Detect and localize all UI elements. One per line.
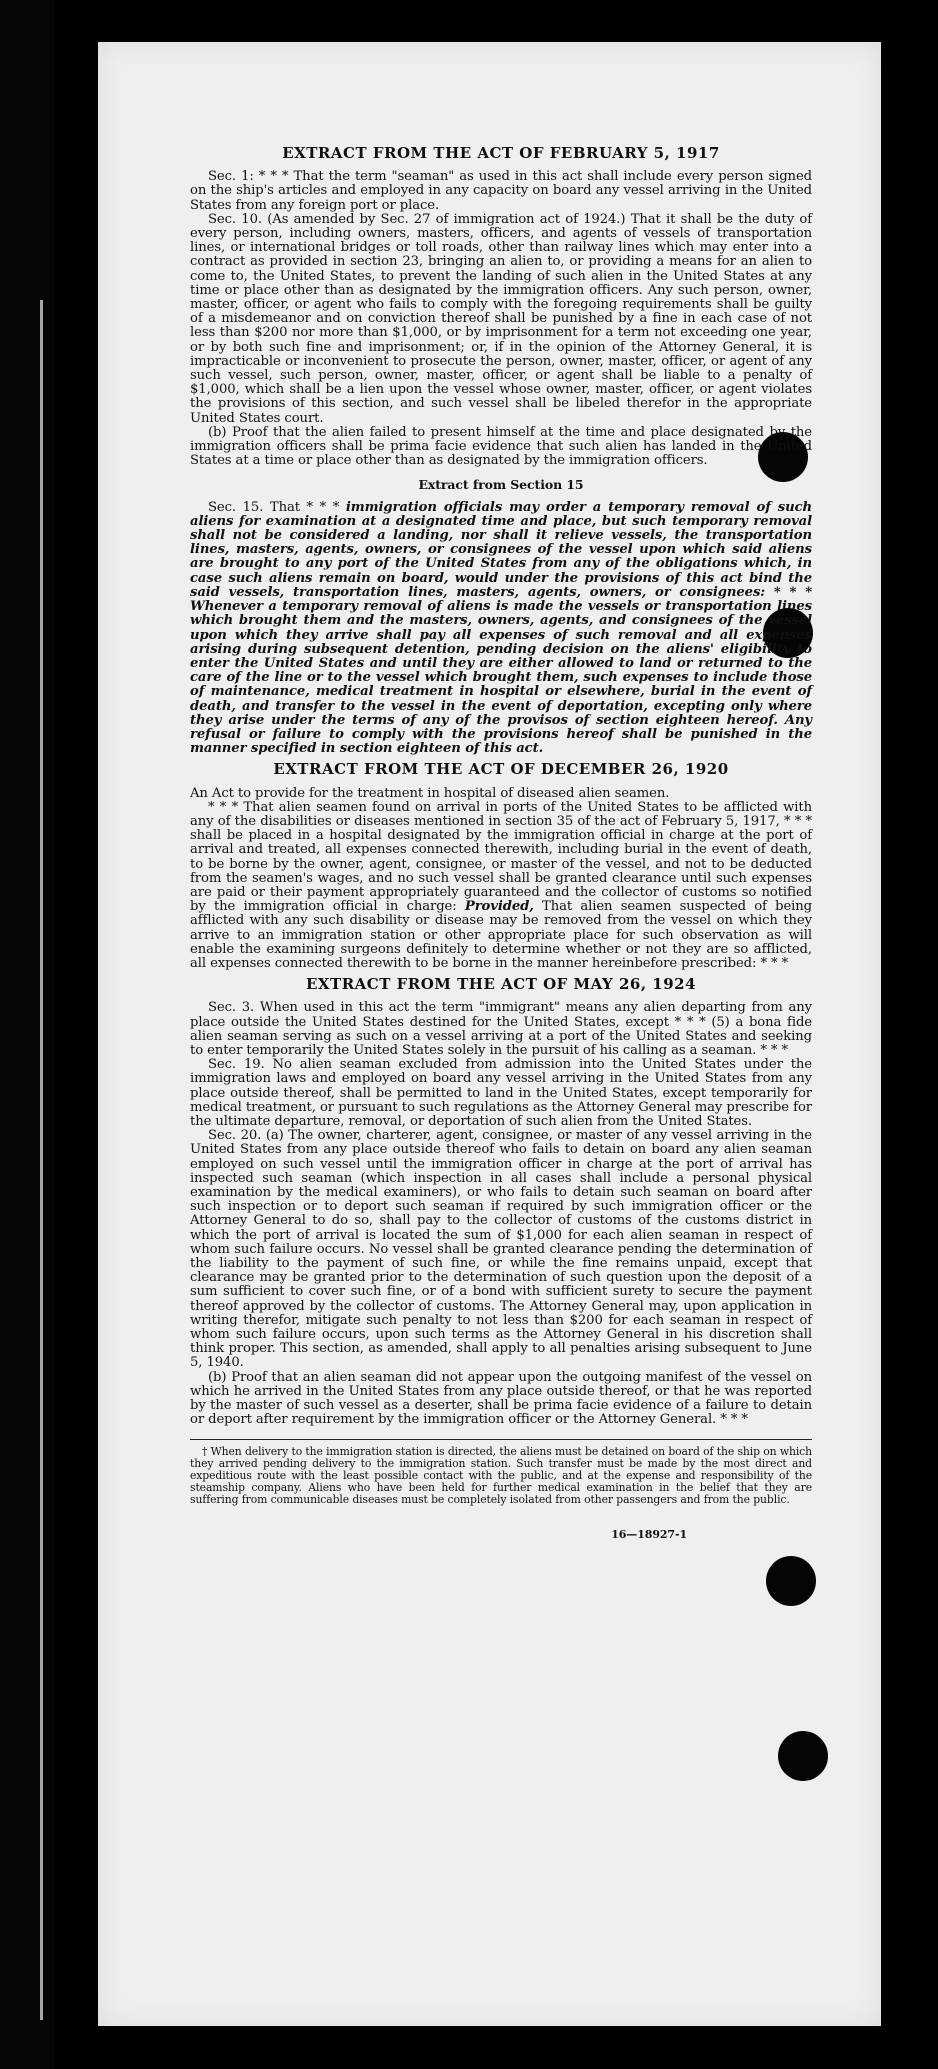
document-text	[190, 140, 812, 1543]
scan-edge	[0, 0, 55, 2069]
heading-act-1917: EXTRACT FROM THE ACT OF FEBRUARY 5, 1917	[282, 144, 720, 162]
punch-hole	[766, 1556, 816, 1606]
section-20-a: Sec. 20. (a) The owner, charterer, agent, consignee, or master of any vessel arriving in the United States from any place outside thereof who fails to detain on board any alien seaman employed on such vessel until the immigration officer in charge at the port of arrival has inspected such seaman (which inspection in all cases shall include a personal physical examination by the medical examiners), or who fails to detain such seaman on board after such inspection or to deport such seaman if required by such immigration officer or the Attorney General to do so, shall pay to the collector of customs of the customs district in which the port of arrival is located the sum of $1,000 for each alien seaman in respect of whom such failure occurs. No vessel shall be granted clearance pending the determination of the liability to the payment of such fine, or while the fine remains unpaid, except that clearance may be granted prior to the determination of such question upon the deposit of a sum sufficient to cover such fine, or of a bond with sufficient surety to secure the payment thereof approved by the collector of customs. The Attorney General may, upon application in writing therefor, mitigate such penalty to not less than $200 for each seaman in respect of whom such failure occurs, upon such terms as the Attorney General in his discretion shall think proper. This section, as amended, shall apply to all penalties arising subsequent to June 5, 1940.	[190, 1128, 812, 1371]
act-1920-text-a: * * * That alien seamen found on arrival in ports of the United States to be afflicted with any of the disabilities or diseases mentioned in section 35 of the act of February 5, 1917, * * * shall be placed in a hospital designated by the immigration official in charge at the port of arrival and treated, all expenses connected therewith, including burial in the event of death, to be borne by the owner, agent, consignee, or master of the vessel, and not to be deducted from the seamen's wages, and no such vessel shall be granted clearance until such expenses are paid or their payment appropriately guaranteed and the collector of customs so notified by the immigration official in charge:	[190, 799, 812, 915]
act-1920-title: An Act to provide for the treatment in hospital of diseased alien seamen.	[190, 785, 670, 801]
heading-section-15: Extract from Section 15	[418, 477, 584, 493]
section-1: Sec. 1: * * * That the term "seaman" as used in this act shall include every person signed on the ship's articles and employed in any capacity on board any vessel arriving in the United States from any foreign port or place.	[190, 169, 812, 213]
form-number: 16—18927-1	[611, 1528, 687, 1542]
scan-edge-line	[40, 300, 43, 2020]
heading-act-1920: EXTRACT FROM THE ACT OF DECEMBER 26, 1920	[273, 760, 729, 779]
act-1920-body	[190, 801, 812, 971]
section-19: Sec. 19. No alien seaman excluded from admission into the United States under the immigration laws and employed on board any vessel arriving in the United States from any place outside thereof, shall be permitted to land in the United States, except temporarily for medical treatment, or pursuant to such regulations as the Attorney General may prescribe for the ultimate departure, removal, or deportation of such alien from the United States.	[190, 1057, 812, 1129]
section-3: Sec. 3. When used in this act the term "immigrant" means any alien departing from any place outside the United States destined for the United States, except * * * (5) a bona fide alien seaman serving as such on a vessel arriving at a port of the United States and seeking to enter temporarily the United States solely in the pursuit of his calling as a seaman. * * *	[190, 1000, 812, 1058]
section-15-text: immigration officials may order a temporary removal of such aliens for examination at a designated time and place, but such temporary removal shall not be considered a landing, nor shall it relieve vessels, the transportation lines, masters, agents, owners, or consignees of the vessel upon which said aliens are brought to any port of the United States from any of the obligations which, in case such aliens remain on board, would under the provisions of this act bind the said vessels, transportation lines, masters, agents, owners, or consignees: * * * Whenever a temporary removal of aliens is made the vessels or transportation lines which brought them and the masters, owners, agents, and consignees of the vessel upon which they arrive shall pay all expenses of such removal and all expenses arising during subsequent detention, pending decision on the aliens' eligibility to enter the United States and until they are either allowed to land or returned to the care of the line or to the vessel which brought them, such expenses to include those of maintenance, medical treatment in hospital or elsewhere, burial in the event of death, and transfer to the vessel in the event of deportation, excepting only where they arise under the terms of any of the provisos of section eighteen hereof. Any refusal or failure to comply with the provisions hereof shall be punished in the manner specified in section eighteen of this act.	[190, 499, 813, 757]
section-15	[190, 501, 812, 757]
punch-hole	[778, 1731, 828, 1781]
act-1920-provided: Provided,	[464, 899, 534, 915]
section-10: Sec. 10. (As amended by Sec. 27 of immigration act of 1924.) That it shall be the duty of every person, including owners, masters, officers, and agents of vessels of transportation lines, or international bridges or toll roads, other than railway lines which may enter into a contract as provided in section 23, bringing an alien to, or providing a means for an alien to come to, the United States, to prevent the landing of such alien in the United States at any time or place other than as designated by the immigration officers. Any such person, owner, master, officer, or agent who fails to comply with the foregoing requirements shall be guilty of a misdemeanor and on conviction thereof shall be punished by a fine in each case of not less than $200 nor more than $1,000, or by imprisonment for a term not exceeding one year, or by both such fine and imprisonment; or, if in the opinion of the Attorney General, it is impracticable or inconvenient to prosecute the person, owner, master, officer, or agent of any such vessel, such person, owner, master, officer, or agent shall be liable to a penalty of $1,000, which shall be a lien upon the vessel whose owner, master, officer, or agent violates the provisions of this section, and such vessel shall be libeled therefor in the appropriate United States court.	[190, 211, 812, 426]
heading-act-1924: EXTRACT FROM THE ACT OF MAY 26, 1924	[305, 975, 697, 994]
footnote: † When delivery to the immigration station is directed, the aliens must be detained on board of the ship on which they arrived pending delivery to the immigration station. Such transfer must be made by the most direct and expeditious route with the least possible contact with the public, and at the expense and responsibility of the steamship company. Aliens who have been held for further medical examination in the belief that they are suffering from communicable diseases must be completely isolated from other passengers and from the public.	[190, 1439, 812, 1506]
section-15-intro: Sec. 15. That * * *	[208, 499, 340, 515]
section-20-b: (b) Proof that an alien seaman did not appear upon the outgoing manifest of the vessel on which he arrived in the United States from any place outside thereof, or that he was reported by the master of such vessel as a deserter, shall be prima facie evidence of a failure to detain or deport after requirement by the immigration officer or the Attorney General. * * *	[190, 1369, 812, 1428]
section-10-b: (b) Proof that the alien failed to present himself at the time and place designated by the immigration officers shall be prima facie evidence that such alien has landed in the United States at a time or place other than as designated by the immigration officers.	[190, 424, 812, 469]
act-1920-text-b: That alien seamen suspected of being afflicted with any such disability or disease may be removed from the vessel on which they arrive to an immigration station or other appropriate place for such observation as will enable the examining surgeons definitely to determine whether or not they are so afflicted, all expenses connected therewith to be borne in the manner hereinbefore prescribed: * * *	[190, 899, 813, 971]
